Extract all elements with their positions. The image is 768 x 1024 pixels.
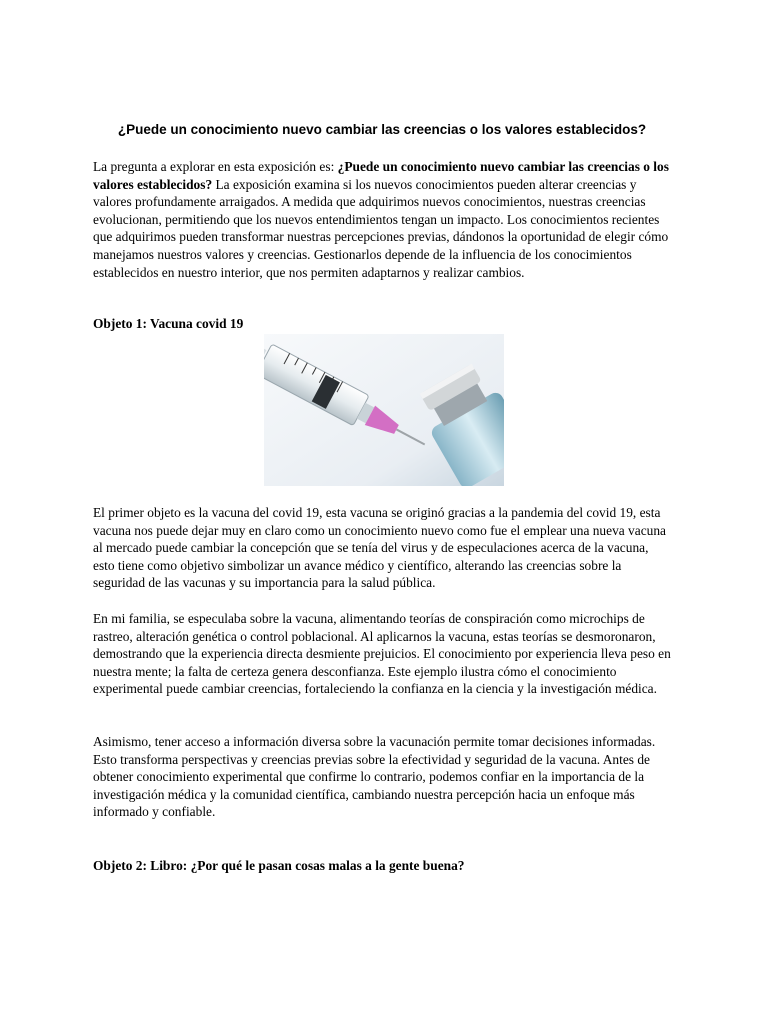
paragraph-1: El primer objeto es la vacuna del covid 19, esta vacuna se originó gracias a la pandemia del covid 19, esta vacuna nos puede dejar muy en claro como un conocimiento nuevo como fue el emplear una nueva vacuna al mercado puede cambiar la concepción que se tenía del virus y de especulaciones acerca de la vacuna, esto tiene como objetivo simbolizar un avance médico y científico, alterando las creencias sobre la seguridad de las vacunas y su importancia para la salud pública. bbox=[93, 505, 666, 591]
intro-paragraph bbox=[93, 158, 673, 281]
document-title: ¿Puede un conocimiento nuevo cambiar las creencias o los valores establecidos? bbox=[117, 122, 647, 137]
intro-lead: La pregunta a explorar en esta exposición es: bbox=[93, 159, 338, 174]
syringe-icon bbox=[264, 334, 504, 486]
object2-heading: Objeto 2: Libro: ¿Por qué le pasan cosas malas a la gente buena? bbox=[93, 858, 465, 873]
intro-rest: La exposición examina si los nuevos conocimientos pueden alterar creencias y valores profundamente arraigados. A medida que adquirimos nuevos conocimientos, nuestras creencias evolucionan, permitiendo que los nuevos entendimientos tengan un impacto. Los conocimientos recientes que adquirimos pueden transformar nuestras percepciones previas, dándonos la oportunidad de elegir cómo manejamos nuestros valores y creencias. Gestionarlos depende de la influencia de los conocimientos establecidos en nuestro interior, que nos permiten adaptarnos y realizar cambios. bbox=[93, 176, 669, 280]
paragraph-2: En mi familia, se especulaba sobre la vacuna, alimentando teorías de conspiración como microchips de rastreo, alteración genética o control poblacional. Al aplicarnos la vacuna, estas teorías se desmoronaron, demostrando que la experiencia directa desmiente prejuicios. El conocimiento por experiencia lleva peso en nuestra mente; la falta de certeza genera desconfianza. Este ejemplo ilustra cómo el conocimiento experimental puede cambiar creencias, fortaleciendo la confianza en la ciencia y la investigación médica. bbox=[93, 611, 671, 697]
paragraph-3: Asimismo, tener acceso a información diversa sobre la vacunación permite tomar decisiones informadas. Esto transforma perspectivas y creencias previas sobre la efectividad y seguridad de la vacuna. Antes de obtener conocimiento experimental que confirme lo contrario, podemos confiar en la importancia de la investigación médica y la comunidad científica, cambiando nuestra percepción hacia un enfoque más informado y confiable. bbox=[93, 734, 656, 820]
object1-heading: Objeto 1: Vacuna covid 19 bbox=[93, 316, 244, 331]
syringe-vaccine-photo bbox=[264, 334, 504, 486]
intro-question: ¿Puede un conocimiento nuevo cambiar las creencias o los valores establecidos? bbox=[93, 159, 669, 192]
